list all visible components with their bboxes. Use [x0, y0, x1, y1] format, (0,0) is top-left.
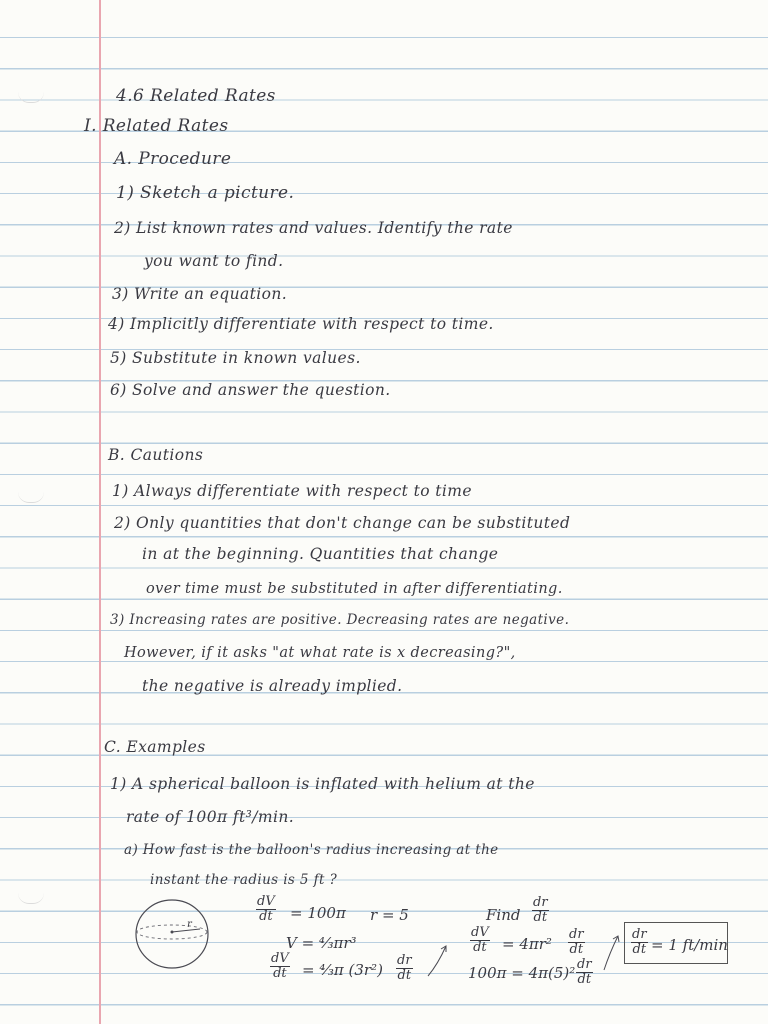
caution-line: over time must be substituted in after differentiating. [146, 581, 563, 597]
caution-line: 2) Only quantities that don't change can be substituted [114, 514, 571, 532]
procedure-step: you want to find. [144, 252, 284, 270]
page-title: 4.6 Related Rates [116, 86, 276, 106]
fraction-dr-dt: $\frac{dr}{dt}$ [632, 927, 647, 957]
procedure-step: 6) Solve and answer the question. [110, 381, 391, 399]
fraction-dv-dt: $\frac{dV}{dt}$ [471, 925, 489, 955]
volume-equation: V = ⁴⁄₃πr³ [286, 934, 357, 952]
section-heading: I. Related Rates [84, 116, 229, 136]
example-part-a-line: a) How fast is the balloon's radius increasing at the [124, 842, 499, 858]
fraction-dv-dt: $\frac{dV}{dt}$ [271, 951, 289, 981]
cautions-heading: B. Cautions [108, 446, 204, 464]
radius-label: r [187, 919, 192, 930]
fraction-dr-dt: $\frac{dr}{dt}$ [577, 957, 592, 987]
example-part-a-line: instant the radius is 5 ft ? [150, 872, 338, 888]
procedure-step: 3) Write an equation. [112, 285, 288, 303]
caution-line: 3) Increasing rates are positive. Decreasing rates are negative. [110, 612, 570, 628]
caution-line: the negative is already implied. [142, 677, 403, 695]
derivative-sphere: = 4πr² [502, 935, 552, 953]
caution-line: However, if it asks "at what rate is x decreasing?", [124, 645, 516, 661]
procedure-step: 5) Substitute in known values. [110, 349, 361, 367]
derivative-equation: = ⁴⁄₃π (3r²) [302, 961, 383, 979]
find-label: Find [486, 906, 521, 924]
given-radius: r = 5 [370, 906, 409, 924]
given-rate: = 100π [290, 904, 346, 922]
sphere-sketch [132, 896, 214, 974]
procedure-heading: A. Procedure [114, 149, 232, 169]
procedure-step: 1) Sketch a picture. [116, 183, 295, 203]
examples-heading: C. Examples [104, 738, 206, 756]
caution-line: in at the beginning. Quantities that change [142, 545, 499, 563]
substitution-equation: 100π = 4π(5)² [468, 964, 576, 982]
procedure-step: 4) Implicitly differentiate with respect to time. [108, 315, 494, 333]
answer-value: = 1 ft/min [651, 936, 728, 954]
caution-line: 1) Always differentiate with respect to time [112, 482, 472, 500]
arrow-icon [600, 928, 626, 974]
answer-box [624, 922, 728, 964]
fraction-dr-dt: $\frac{dr}{dt}$ [533, 895, 548, 925]
margin-line [99, 0, 101, 1024]
arrow-icon [424, 940, 454, 980]
example-problem-line: 1) A spherical balloon is inflated with helium at the [110, 775, 535, 793]
procedure-step: 2) List known rates and values. Identify the rate [114, 219, 513, 237]
fraction-dr-dt: $\frac{dr}{dt}$ [397, 953, 412, 983]
example-problem-line: rate of 100π ft³/min. [126, 808, 295, 826]
fraction-dr-dt: $\frac{dr}{dt}$ [569, 927, 584, 957]
fraction-dv-dt: $\frac{dV}{dt}$ [257, 894, 275, 924]
